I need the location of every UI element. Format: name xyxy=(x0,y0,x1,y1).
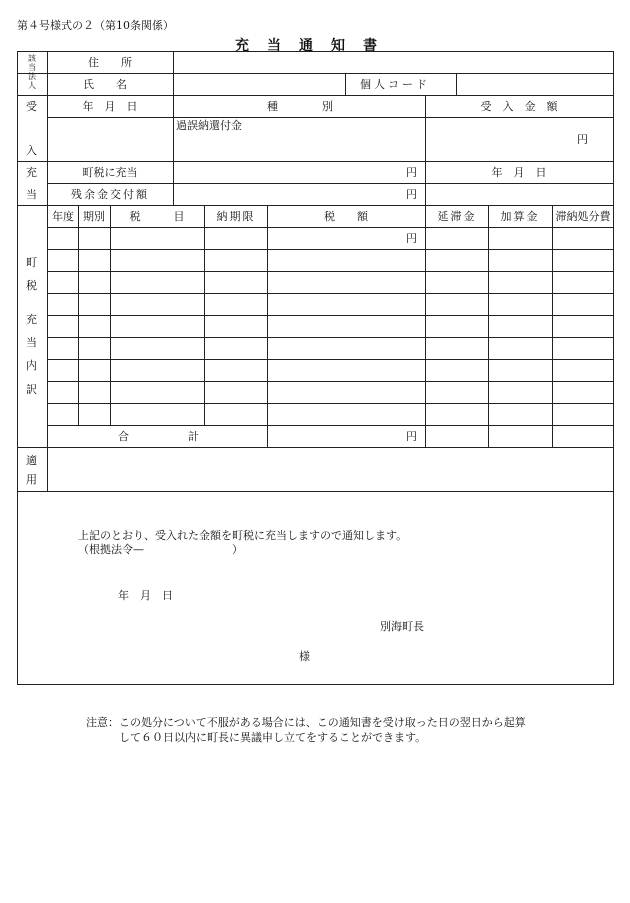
total-label-1: 合 xyxy=(118,430,129,443)
appropriation-section-label-1: 充 xyxy=(26,166,37,179)
breakdown-side-label: 訳 xyxy=(26,383,37,396)
appropriation-section-label-2: 当 xyxy=(26,188,37,201)
document-title: 充当通知書 xyxy=(235,38,395,54)
column-header-surcharge: 加算金 xyxy=(500,210,540,223)
name-label: 氏 名 xyxy=(83,78,127,91)
remarks-label-2: 用 xyxy=(26,473,37,486)
receipt-type-value: 過誤納還付金 xyxy=(176,119,242,132)
total-label-2: 計 xyxy=(188,430,199,443)
column-header-due-date: 納期限 xyxy=(216,210,256,223)
taxpayer-label: 該当法人 xyxy=(28,54,36,90)
breakdown-side-label: 当 xyxy=(26,336,37,349)
breakdown-side-label: 町 xyxy=(26,256,37,269)
column-header-tax-amount: 税 額 xyxy=(324,210,368,223)
appropriation-date-label: 年 月 日 xyxy=(491,166,547,179)
note-line-2: して６０日以内に町長に異議申し立てをすることができます。 xyxy=(119,731,427,744)
receipt-section-label-1: 受 xyxy=(26,100,37,113)
form-number-label: 第４号様式の２（第10条関係） xyxy=(17,19,174,32)
notice-date: 年 月 日 xyxy=(118,589,173,602)
receipt-date-label: 年 月 日 xyxy=(82,100,138,113)
receipt-amount-label: 受 入 金 額 xyxy=(480,100,558,113)
remarks-label-1: 適 xyxy=(26,454,37,467)
town-tax-label: 町税に充当 xyxy=(82,166,138,179)
address-label: 住 所 xyxy=(88,56,132,69)
column-header-disposition-cost: 滞納処分費 xyxy=(555,210,611,223)
remaining-yen: 円 xyxy=(406,188,417,201)
tax-amount-yen: 円 xyxy=(406,232,417,245)
receipt-yen: 円 xyxy=(577,133,588,146)
personal-code-label: 個人コード xyxy=(360,78,430,91)
total-yen: 円 xyxy=(406,430,417,443)
remaining-amount-label: 残余金交付額 xyxy=(71,188,149,201)
breakdown-side-label: 内 xyxy=(26,359,37,372)
note-line-1: 注意：この処分について不服がある場合には、この通知書を受け取った日の翌日から起算 xyxy=(86,716,526,729)
town-tax-yen: 円 xyxy=(406,166,417,179)
recipient-honorific: 様 xyxy=(299,650,310,663)
column-header-late-fee: 延滞金 xyxy=(437,210,477,223)
notice-line-2: （根拠法令— ） xyxy=(78,543,243,556)
receipt-type-label: 種 別 xyxy=(267,100,333,113)
breakdown-side-label: 税 xyxy=(26,279,37,292)
column-header-year: 年度 xyxy=(52,210,74,223)
column-header-period: 期別 xyxy=(83,210,105,223)
column-header-tax-item: 税 目 xyxy=(129,210,185,223)
notice-line-1: 上記のとおり、受入れた金額を町税に充当しますので通知します。 xyxy=(78,529,408,542)
issuer-name: 別海町長 xyxy=(380,620,424,633)
receipt-section-label-2: 入 xyxy=(26,144,37,157)
breakdown-side-label: 充 xyxy=(26,313,37,326)
